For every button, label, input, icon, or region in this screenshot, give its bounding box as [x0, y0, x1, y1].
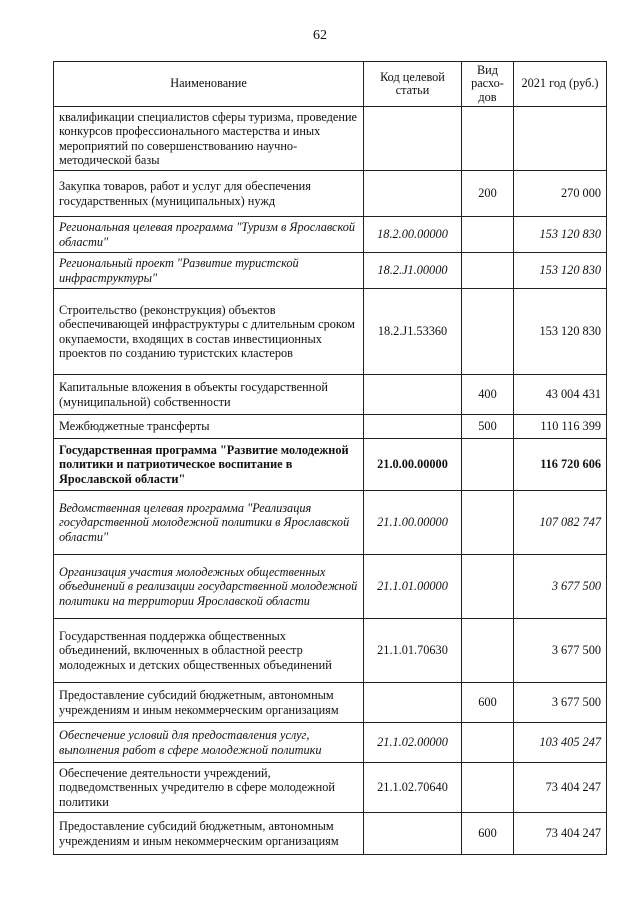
- cell-amount: 270 000: [514, 171, 607, 217]
- table-row: [54, 491, 607, 555]
- cell-kind: [462, 289, 514, 375]
- table-header-row: [54, 62, 607, 107]
- cell-code: 21.0.00.00000: [364, 439, 462, 491]
- table-row: [54, 439, 607, 491]
- cell-kind: [462, 555, 514, 619]
- cell-name: Закупка товаров, работ и услуг для обеспечения государственных (муниципальных) нужд: [54, 171, 364, 217]
- cell-kind: [462, 491, 514, 555]
- cell-code: 21.1.00.00000: [364, 491, 462, 555]
- cell-code: 21.1.02.00000: [364, 723, 462, 763]
- cell-name: Межбюджетные трансферты: [54, 415, 364, 439]
- cell-amount: 153 120 830: [514, 253, 607, 289]
- cell-amount: 116 720 606: [514, 439, 607, 491]
- cell-kind: [462, 763, 514, 813]
- cell-name: Строительство (реконструкция) объектов обеспечивающей инфраструктуры с длительным сроком окупаемости, входящих в состав инвестиционных проектов по созданию туристских кластеров: [54, 289, 364, 375]
- cell-kind: 400: [462, 375, 514, 415]
- cell-code: [364, 171, 462, 217]
- table-row: [54, 171, 607, 217]
- table-row: [54, 763, 607, 813]
- header-amount: 2021 год (руб.): [514, 62, 607, 107]
- cell-code: [364, 813, 462, 855]
- cell-kind: 500: [462, 415, 514, 439]
- cell-code: [364, 375, 462, 415]
- cell-name: Региональный проект "Развитие туристской инфраструктуры": [54, 253, 364, 289]
- cell-amount: 153 120 830: [514, 217, 607, 253]
- cell-name: Предоставление субсидий бюджетным, автономным учреждениям и иным некоммерческим организациям: [54, 683, 364, 723]
- table-row: [54, 289, 607, 375]
- cell-name: Капитальные вложения в объекты государственной (муниципальной) собственности: [54, 375, 364, 415]
- table-row: [54, 723, 607, 763]
- table-row: [54, 107, 607, 171]
- cell-code: 21.1.01.70630: [364, 619, 462, 683]
- cell-amount: 107 082 747: [514, 491, 607, 555]
- cell-kind: 600: [462, 813, 514, 855]
- table-body: [54, 107, 607, 855]
- header-code: Код целевой статьи: [364, 62, 462, 107]
- cell-kind: [462, 723, 514, 763]
- cell-amount: 103 405 247: [514, 723, 607, 763]
- cell-name: Обеспечение деятельности учреждений, подведомственных учредителю в сфере молодежной политики: [54, 763, 364, 813]
- cell-code: [364, 683, 462, 723]
- cell-name: квалификации специалистов сферы туризма, проведение конкурсов профессионального мастерства и иных мероприятий по совершенствованию научно-методической базы: [54, 107, 364, 171]
- cell-kind: 200: [462, 171, 514, 217]
- table-row: [54, 217, 607, 253]
- budget-table: [53, 61, 607, 855]
- cell-amount: 3 677 500: [514, 619, 607, 683]
- cell-amount: 3 677 500: [514, 555, 607, 619]
- cell-kind: [462, 253, 514, 289]
- cell-name: Региональная целевая программа "Туризм в Ярославской области": [54, 217, 364, 253]
- cell-amount: 73 404 247: [514, 763, 607, 813]
- cell-code: 18.2.00.00000: [364, 217, 462, 253]
- cell-name: Ведомственная целевая программа "Реализация государственной молодежной политики в Ярославской области": [54, 491, 364, 555]
- cell-name: Государственная поддержка общественных объединений, включенных в областной реестр молодежных и детских общественных объединений: [54, 619, 364, 683]
- table-row: [54, 619, 607, 683]
- cell-kind: [462, 619, 514, 683]
- cell-code: 21.1.01.00000: [364, 555, 462, 619]
- cell-amount: 73 404 247: [514, 813, 607, 855]
- cell-amount: 43 004 431: [514, 375, 607, 415]
- cell-code: [364, 415, 462, 439]
- cell-code: 18.2.J1.53360: [364, 289, 462, 375]
- cell-name: Государственная программа "Развитие молодежной политики и патриотическое воспитание в Ярославской области": [54, 439, 364, 491]
- cell-code: [364, 107, 462, 171]
- table-row: [54, 813, 607, 855]
- cell-code: 21.1.02.70640: [364, 763, 462, 813]
- cell-name: Организация участия молодежных общественных объединений в реализации государственной молодежной политики на территории Ярославской области: [54, 555, 364, 619]
- cell-kind: [462, 439, 514, 491]
- cell-amount: [514, 107, 607, 171]
- table-row: [54, 375, 607, 415]
- cell-kind: 600: [462, 683, 514, 723]
- header-name: Наименование: [54, 62, 364, 107]
- cell-kind: [462, 217, 514, 253]
- table-row: [54, 683, 607, 723]
- cell-amount: 110 116 399: [514, 415, 607, 439]
- page-number: 62: [313, 28, 327, 43]
- cell-amount: 153 120 830: [514, 289, 607, 375]
- cell-code: 18.2.J1.00000: [364, 253, 462, 289]
- header-kind: Вид расхо-дов: [462, 62, 514, 107]
- table-row: [54, 555, 607, 619]
- table-row: [54, 415, 607, 439]
- cell-name: Обеспечение условий для предоставления услуг, выполнения работ в сфере молодежной политики: [54, 723, 364, 763]
- cell-amount: 3 677 500: [514, 683, 607, 723]
- table-row: [54, 253, 607, 289]
- cell-kind: [462, 107, 514, 171]
- cell-name: Предоставление субсидий бюджетным, автономным учреждениям и иным некоммерческим организациям: [54, 813, 364, 855]
